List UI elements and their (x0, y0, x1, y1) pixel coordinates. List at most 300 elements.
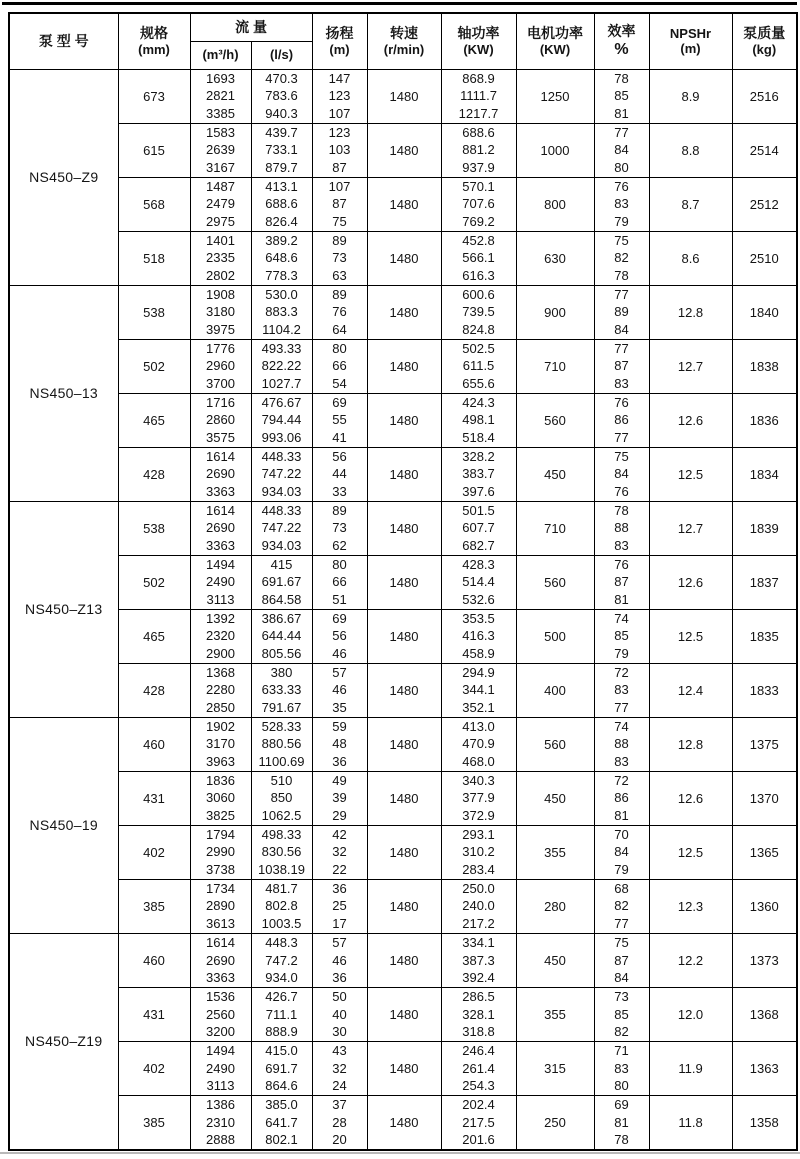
flow-m3h-value: 2960 (206, 358, 235, 374)
npshr-value: 12.6 (649, 393, 732, 447)
head-cell (312, 663, 367, 717)
speed-value: 1480 (367, 933, 441, 987)
flow-m3h-value: 2821 (206, 88, 235, 104)
page-bottom-rule (0, 1152, 800, 1154)
head-value: 50 (332, 989, 347, 1005)
flow-m3h-value: 2802 (206, 267, 235, 283)
flow-m3h-value: 1386 (206, 1097, 235, 1113)
flow-m3h-value: 3180 (206, 304, 235, 320)
motor-power-value: 450 (516, 447, 594, 501)
spec-row (9, 231, 797, 285)
head-value: 24 (332, 1078, 347, 1094)
head-value: 46 (332, 952, 347, 968)
shaft-power-value: 868.9 (462, 70, 495, 86)
motor-power-value: 355 (516, 987, 594, 1041)
flow-ls-value: 528.33 (261, 718, 302, 734)
spec-row (9, 393, 797, 447)
speed-value: 1480 (367, 663, 441, 717)
spec-row (9, 123, 797, 177)
shaft-power-value: 201.6 (462, 1132, 495, 1148)
efficiency-value: 81 (614, 591, 629, 607)
motor-power-value: 500 (516, 609, 594, 663)
flow-m3h-value: 1776 (206, 340, 235, 356)
efficiency-value: 88 (614, 736, 629, 752)
flow-m3h-cell (190, 663, 251, 717)
shaft-power-value: 334.1 (462, 935, 495, 950)
mass-value: 1358 (732, 1095, 797, 1150)
speed-value: 1480 (367, 393, 441, 447)
shaft-power-cell (441, 231, 516, 285)
flow-m3h-value: 2560 (206, 1006, 235, 1022)
head-value: 30 (332, 1024, 347, 1040)
efficiency-value: 85 (614, 1006, 629, 1022)
spec-value: 465 (118, 609, 190, 663)
mass-value: 2510 (732, 231, 797, 285)
shaft-power-value: 261.4 (462, 1060, 495, 1076)
mass-value: 1840 (732, 285, 797, 339)
npshr-value: 12.7 (649, 501, 732, 555)
flow-ls-value: 493.33 (261, 340, 302, 356)
head-value: 25 (332, 898, 347, 914)
table-body (9, 69, 797, 1150)
spec-value: 431 (118, 771, 190, 825)
head-value: 89 (332, 502, 347, 518)
flow-m3h-value: 2690 (206, 520, 235, 536)
flow-m3h-value: 1902 (206, 718, 235, 734)
spec-value: 402 (118, 825, 190, 879)
npshr-value: 11.8 (649, 1095, 732, 1150)
flow-m3h-value: 1716 (206, 394, 235, 410)
shaft-power-value: 655.6 (462, 375, 495, 391)
mass-value: 1360 (732, 879, 797, 933)
spec-row (9, 663, 797, 717)
head-value: 107 (328, 178, 351, 194)
shaft-power-value: 707.6 (462, 196, 495, 212)
shaft-power-value: 294.9 (462, 664, 495, 680)
head-value: 80 (332, 340, 347, 356)
speed-value: 1480 (367, 339, 441, 393)
flow-ls-value: 993.06 (261, 429, 302, 445)
flow-ls-value: 641.7 (265, 1114, 298, 1130)
shaft-power-value: 532.6 (462, 591, 495, 607)
head-value: 40 (332, 1006, 347, 1022)
flow-ls-value: 826.4 (265, 213, 298, 229)
efficiency-cell (594, 879, 649, 933)
head-value: 49 (332, 772, 347, 788)
head-value: 44 (332, 466, 347, 482)
head-value: 69 (332, 394, 347, 410)
efficiency-cell (594, 501, 649, 555)
efficiency-cell (594, 825, 649, 879)
flow-ls-cell (251, 1041, 312, 1095)
efficiency-cell (594, 447, 649, 501)
efficiency-cell (594, 123, 649, 177)
efficiency-cell (594, 393, 649, 447)
flow-m3h-value: 2479 (206, 196, 235, 212)
head-cell (312, 1041, 367, 1095)
mass-value: 2514 (732, 123, 797, 177)
efficiency-value: 74 (614, 610, 629, 626)
flow-m3h-value: 3613 (206, 915, 235, 931)
shaft-power-value: 283.4 (462, 861, 495, 877)
efficiency-value: 86 (614, 412, 629, 428)
motor-power-value: 280 (516, 879, 594, 933)
shaft-power-value: 202.4 (462, 1097, 495, 1113)
efficiency-cell (594, 555, 649, 609)
flow-ls-cell (251, 231, 312, 285)
head-cell (312, 123, 367, 177)
shaft-power-value: 514.4 (462, 574, 495, 590)
flow-ls-value: 802.8 (265, 898, 298, 914)
flow-ls-value: 791.67 (261, 699, 302, 715)
motor-power-value: 710 (516, 339, 594, 393)
shaft-power-value: 458.9 (462, 645, 495, 661)
flow-ls-value: 633.33 (261, 682, 302, 698)
head-value: 69 (332, 610, 347, 626)
speed-value: 1480 (367, 231, 441, 285)
mass-value: 1375 (732, 717, 797, 771)
flow-ls-value: 385.0 (265, 1097, 298, 1113)
spec-value: 502 (118, 555, 190, 609)
flow-ls-cell (251, 69, 312, 123)
spec-row (9, 879, 797, 933)
spec-value: 385 (118, 1095, 190, 1150)
efficiency-cell (594, 987, 649, 1041)
flow-m3h-cell (190, 177, 251, 231)
shaft-power-value: 824.8 (462, 321, 495, 337)
shaft-power-value: 607.7 (462, 520, 495, 536)
efficiency-value: 71 (614, 1043, 629, 1059)
shaft-power-cell (441, 1041, 516, 1095)
flow-m3h-value: 3060 (206, 790, 235, 806)
shaft-power-value: 428.3 (462, 556, 495, 572)
spec-row (9, 717, 797, 771)
pump-model-cell: NS450–Z9 (9, 69, 118, 285)
shaft-power-cell (441, 285, 516, 339)
head-value: 36 (332, 970, 347, 985)
motor-power-value: 710 (516, 501, 594, 555)
shaft-power-value: 739.5 (462, 304, 495, 320)
spec-row (9, 555, 797, 609)
npshr-value: 12.8 (649, 285, 732, 339)
flow-ls-value: 883.3 (265, 304, 298, 320)
efficiency-cell (594, 285, 649, 339)
flow-ls-value: 711.1 (265, 1006, 298, 1022)
npshr-value: 12.3 (649, 879, 732, 933)
shaft-power-value: 502.5 (462, 340, 495, 356)
flow-m3h-value: 3170 (206, 736, 235, 752)
pump-model-cell: NS450–13 (9, 285, 118, 501)
flow-m3h-cell (190, 609, 251, 663)
flow-ls-cell (251, 609, 312, 663)
shaft-power-value: 293.1 (462, 826, 495, 842)
flow-m3h-value: 1401 (206, 232, 235, 248)
mass-value: 1373 (732, 933, 797, 987)
efficiency-value: 81 (614, 105, 629, 121)
shaft-power-value: 310.2 (462, 844, 495, 860)
npshr-value: 12.6 (649, 771, 732, 825)
head-value: 75 (332, 213, 347, 229)
efficiency-value: 83 (614, 682, 629, 698)
flow-ls-value: 644.44 (261, 628, 302, 644)
head-value: 66 (332, 574, 347, 590)
mass-value: 1837 (732, 555, 797, 609)
efficiency-cell (594, 1095, 649, 1150)
shaft-power-cell (441, 879, 516, 933)
flow-m3h-cell (190, 555, 251, 609)
efficiency-value: 70 (614, 826, 629, 842)
shaft-power-value: 217.5 (462, 1114, 495, 1130)
efficiency-value: 79 (614, 861, 629, 877)
shaft-power-value: 570.1 (462, 178, 495, 194)
motor-power-value: 560 (516, 717, 594, 771)
flow-m3h-value: 2280 (206, 682, 235, 698)
shaft-power-value: 518.4 (462, 429, 495, 445)
head-value: 66 (332, 358, 347, 374)
flow-m3h-cell (190, 339, 251, 393)
shaft-power-value: 498.1 (462, 412, 495, 428)
efficiency-value: 85 (614, 628, 629, 644)
shaft-power-value: 881.2 (462, 142, 495, 158)
shaft-power-cell (441, 663, 516, 717)
mass-value: 1363 (732, 1041, 797, 1095)
flow-ls-value: 1038.19 (258, 861, 305, 877)
flow-ls-value: 850 (270, 790, 293, 806)
shaft-power-value: 217.2 (462, 915, 495, 931)
flow-m3h-value: 1487 (206, 178, 235, 194)
flow-ls-value: 747.22 (261, 520, 302, 536)
head-cell (312, 393, 367, 447)
flow-m3h-value: 1392 (206, 610, 235, 626)
flow-m3h-value: 1494 (206, 556, 235, 572)
speed-value: 1480 (367, 555, 441, 609)
efficiency-value: 87 (614, 358, 629, 374)
efficiency-value: 77 (614, 915, 629, 931)
head-cell (312, 339, 367, 393)
npshr-value: 12.7 (649, 339, 732, 393)
head-value: 54 (332, 375, 347, 391)
pump-model-cell: NS450–Z19 (9, 933, 118, 1150)
efficiency-value: 84 (614, 970, 629, 985)
flow-m3h-value: 3113 (206, 1078, 235, 1094)
flow-ls-value: 940.3 (265, 105, 298, 121)
shaft-power-value: 328.1 (462, 1006, 495, 1022)
flow-ls-cell (251, 771, 312, 825)
flow-ls-value: 1104.2 (262, 321, 301, 337)
shaft-power-value: 501.5 (462, 502, 495, 518)
efficiency-value: 76 (614, 556, 629, 572)
flow-ls-cell (251, 555, 312, 609)
flow-ls-cell (251, 285, 312, 339)
flow-m3h-cell (190, 393, 251, 447)
speed-value: 1480 (367, 1095, 441, 1150)
flow-ls-value: 1027.7 (261, 375, 302, 391)
speed-value: 1480 (367, 879, 441, 933)
shaft-power-value: 424.3 (462, 394, 495, 410)
shaft-power-value: 600.6 (462, 286, 495, 302)
spec-row (9, 1095, 797, 1150)
pump-model-cell: NS450–Z13 (9, 501, 118, 717)
efficiency-value: 89 (614, 304, 629, 320)
table-header (9, 13, 797, 69)
efficiency-value: 80 (614, 1078, 629, 1094)
spec-row (9, 825, 797, 879)
head-value: 46 (332, 682, 347, 698)
head-cell (312, 879, 367, 933)
spec-value: 568 (118, 177, 190, 231)
flow-ls-value: 380 (270, 664, 293, 680)
flow-m3h-value: 3963 (206, 753, 235, 769)
shaft-power-value: 377.9 (462, 790, 495, 806)
flow-ls-value: 822.22 (261, 358, 302, 374)
spec-row (9, 285, 797, 339)
shaft-power-cell (441, 933, 516, 987)
shaft-power-cell (441, 987, 516, 1041)
shaft-power-cell (441, 69, 516, 123)
flow-m3h-value: 2990 (206, 844, 235, 860)
speed-value: 1480 (367, 825, 441, 879)
flow-ls-value: 1062.5 (261, 807, 302, 823)
head-value: 39 (332, 790, 347, 806)
shaft-power-cell (441, 177, 516, 231)
efficiency-value: 88 (614, 520, 629, 536)
flow-ls-cell (251, 501, 312, 555)
shaft-power-value: 372.9 (462, 807, 495, 823)
npshr-value: 12.6 (649, 555, 732, 609)
efficiency-value: 77 (614, 699, 629, 715)
flow-m3h-value: 1536 (206, 989, 235, 1005)
efficiency-value: 81 (614, 1114, 629, 1130)
speed-value: 1480 (367, 69, 441, 123)
header-flow: 流 量 (190, 13, 312, 41)
header-npshr: NPSHr (m) (649, 13, 732, 69)
head-value: 55 (332, 412, 347, 428)
head-value: 36 (332, 880, 347, 896)
flow-m3h-cell (190, 1041, 251, 1095)
pump-spec-table (8, 12, 798, 1151)
flow-m3h-cell (190, 1095, 251, 1150)
shaft-power-value: 246.4 (462, 1043, 495, 1059)
head-value: 89 (332, 232, 347, 248)
efficiency-value: 83 (614, 537, 629, 553)
npshr-value: 8.6 (649, 231, 732, 285)
head-value: 87 (332, 196, 347, 212)
flow-ls-value: 880.56 (261, 736, 302, 752)
flow-m3h-value: 1908 (206, 286, 235, 302)
efficiency-value: 79 (614, 213, 629, 229)
shaft-power-value: 328.2 (462, 448, 495, 464)
head-value: 64 (332, 321, 347, 337)
shaft-power-value: 566.1 (462, 250, 495, 266)
head-value: 107 (328, 105, 351, 121)
head-value: 123 (328, 124, 351, 140)
efficiency-cell (594, 177, 649, 231)
spec-row (9, 771, 797, 825)
flow-m3h-cell (190, 501, 251, 555)
head-value: 73 (332, 520, 347, 536)
speed-value: 1480 (367, 447, 441, 501)
shaft-power-value: 616.3 (462, 267, 495, 283)
shaft-power-cell (441, 123, 516, 177)
flow-m3h-value: 2320 (206, 628, 235, 644)
efficiency-value: 79 (614, 645, 629, 661)
head-value: 17 (332, 915, 347, 931)
flow-ls-value: 802.1 (265, 1132, 298, 1148)
flow-ls-value: 389.2 (265, 232, 298, 248)
shaft-power-value: 1217.7 (458, 105, 499, 121)
head-value: 73 (332, 250, 347, 266)
motor-power-value: 560 (516, 393, 594, 447)
efficiency-value: 75 (614, 448, 629, 464)
spec-value: 465 (118, 393, 190, 447)
efficiency-cell (594, 609, 649, 663)
shaft-power-value: 250.0 (462, 880, 495, 896)
spec-value: 460 (118, 717, 190, 771)
flow-ls-value: 783.6 (265, 88, 298, 104)
flow-ls-value: 426.7 (265, 989, 298, 1005)
head-cell (312, 177, 367, 231)
shaft-power-cell (441, 609, 516, 663)
motor-power-value: 900 (516, 285, 594, 339)
flow-ls-value: 415.0 (265, 1043, 298, 1059)
flow-ls-cell (251, 123, 312, 177)
flow-m3h-cell (190, 285, 251, 339)
shaft-power-value: 769.2 (462, 213, 495, 229)
shaft-power-cell (441, 447, 516, 501)
flow-m3h-value: 1614 (206, 935, 235, 950)
flow-ls-cell (251, 933, 312, 987)
efficiency-value: 78 (614, 267, 629, 283)
flow-ls-value: 934.03 (261, 483, 302, 499)
spec-value: 615 (118, 123, 190, 177)
speed-value: 1480 (367, 771, 441, 825)
npshr-value: 8.8 (649, 123, 732, 177)
page-top-rule (2, 2, 797, 5)
efficiency-cell (594, 1041, 649, 1095)
efficiency-value: 83 (614, 753, 629, 769)
flow-ls-value: 688.6 (265, 196, 298, 212)
shaft-power-cell (441, 339, 516, 393)
flow-ls-value: 386.67 (261, 610, 302, 626)
efficiency-value: 78 (614, 502, 629, 518)
motor-power-value: 560 (516, 555, 594, 609)
flow-m3h-value: 2490 (206, 574, 235, 590)
header-spec: 规格 (mm) (118, 13, 190, 69)
flow-m3h-value: 1368 (206, 664, 235, 680)
npshr-value: 12.2 (649, 933, 732, 987)
header-flow-m3h: (m³/h) (190, 41, 251, 69)
speed-value: 1480 (367, 609, 441, 663)
motor-power-value: 250 (516, 1095, 594, 1150)
shaft-power-value: 470.9 (462, 736, 495, 752)
head-value: 123 (328, 88, 351, 104)
motor-power-value: 355 (516, 825, 594, 879)
head-value: 20 (332, 1132, 347, 1148)
flow-m3h-value: 3363 (206, 970, 235, 985)
flow-m3h-value: 1693 (206, 70, 235, 86)
shaft-power-value: 353.5 (462, 610, 495, 626)
head-cell (312, 501, 367, 555)
flow-ls-cell (251, 177, 312, 231)
motor-power-value: 800 (516, 177, 594, 231)
motor-power-value: 315 (516, 1041, 594, 1095)
header-shaft-power: 轴功率 (KW) (441, 13, 516, 69)
head-value: 87 (332, 159, 347, 175)
flow-ls-value: 805.56 (261, 645, 302, 661)
flow-m3h-value: 1836 (206, 772, 235, 788)
shaft-power-value: 383.7 (462, 466, 495, 482)
flow-m3h-cell (190, 771, 251, 825)
